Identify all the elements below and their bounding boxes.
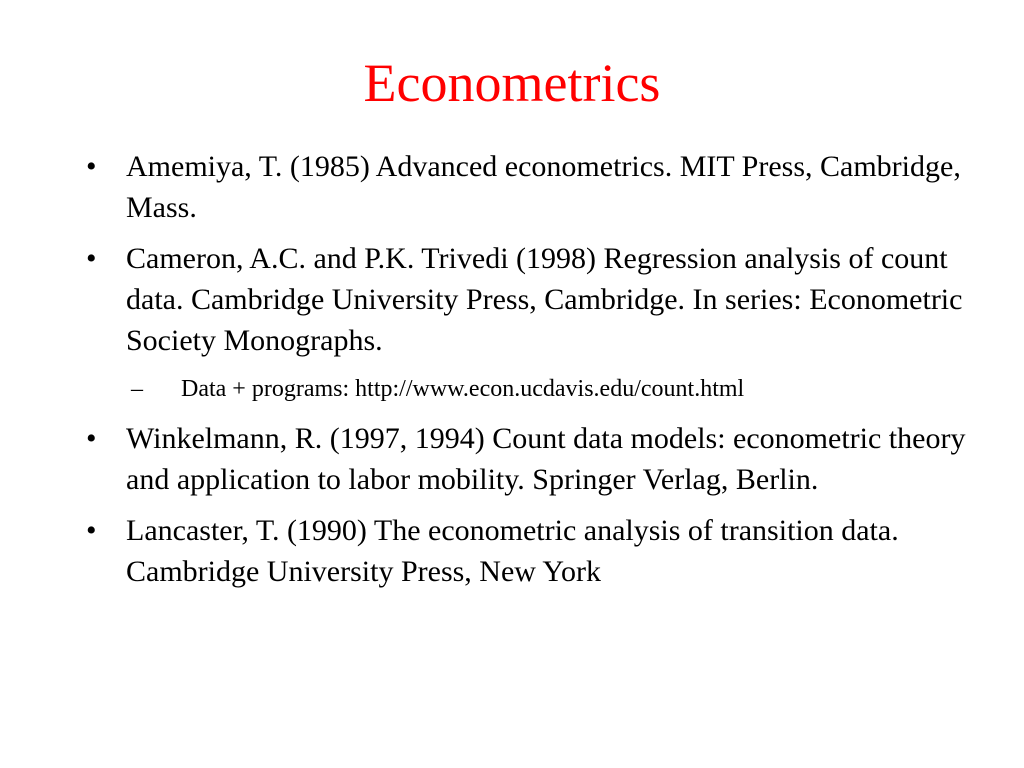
list-item-text: Lancaster, T. (1990) The econometric analysis of transition data. Cambridge University Press, New York — [126, 514, 899, 588]
list-item-lancaster — [0, 510, 984, 592]
list-item-cameron-trivedi — [0, 238, 984, 361]
slide-title: Econometrics — [363, 53, 661, 113]
list-item-amemiya — [0, 146, 984, 228]
dash-marker: – — [131, 376, 143, 402]
list-item-text: Cameron, A.C. and P.K. Trivedi (1998) Regression analysis of count data. Cambridge University Press, Cambridge. In series: Econometric Society Monographs. — [126, 242, 963, 357]
bullet-marker: • — [86, 150, 97, 183]
list-item-text: Data + programs: http://www.econ.ucdavis.edu/count.html — [181, 376, 745, 402]
bullet-marker: • — [86, 514, 97, 547]
list-item-winkelmann — [0, 418, 984, 500]
reference-list — [0, 146, 1024, 602]
bullet-marker: • — [86, 422, 97, 455]
sub-list-item-data-programs — [0, 373, 981, 405]
list-item-text: Winkelmann, R. (1997, 1994) Count data models: econometric theory and application to labor mobility. Springer Verlag, Berlin. — [126, 422, 966, 496]
bullet-marker: • — [86, 242, 97, 275]
list-item-text: Amemiya, T. (1985) Advanced econometrics. MIT Press, Cambridge, Mass. — [126, 150, 961, 224]
